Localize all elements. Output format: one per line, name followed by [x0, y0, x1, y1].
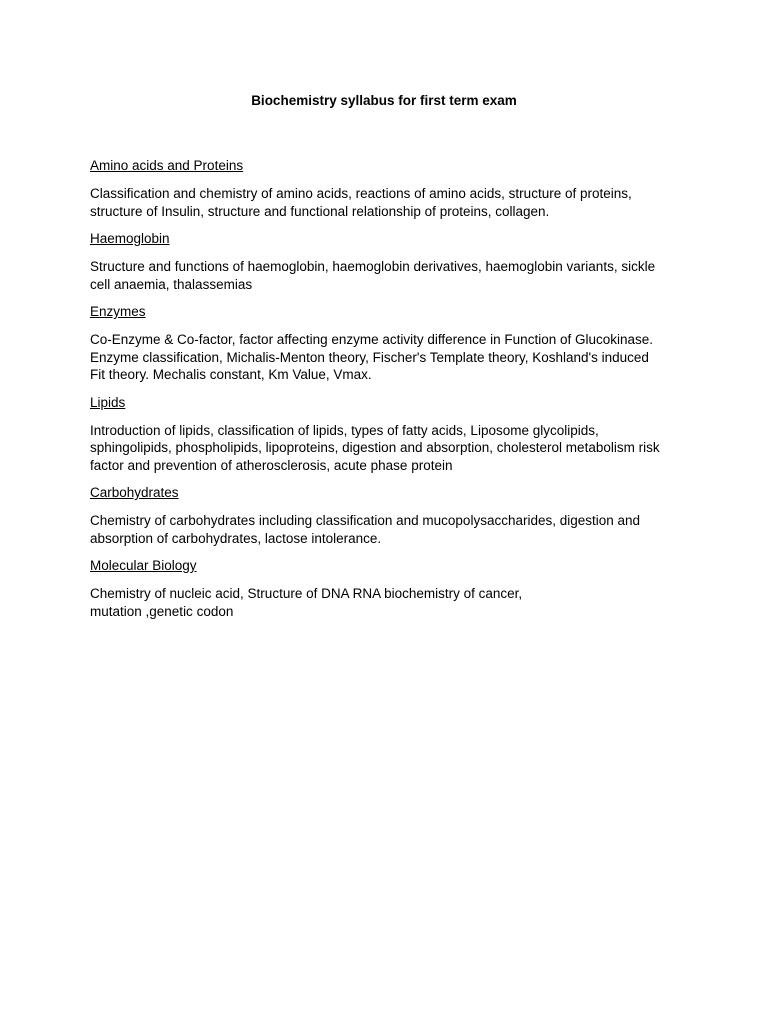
section-haemoglobin — [90, 230, 690, 293]
section-body: Classification and chemistry of amino acids, reactions of amino acids, structure of proteins, structure of Insulin, structure and functional relationship of proteins, collagen. — [90, 186, 632, 219]
section-body: Chemistry of nucleic acid, Structure of DNA RNA biochemistry of cancer, mutation ,genetic codon — [90, 586, 523, 619]
document-title: Biochemistry syllabus for first term exam — [251, 93, 517, 108]
section-heading: Amino acids and Proteins — [90, 158, 244, 173]
section-lipids — [90, 394, 690, 475]
section-amino-acids — [90, 157, 690, 220]
section-body: Structure and functions of haemoglobin, haemoglobin derivatives, haemoglobin variants, sickle cell anaemia, thalassemias — [90, 259, 656, 292]
section-molecular-biology — [90, 557, 690, 620]
section-heading: Enzymes — [90, 304, 146, 319]
document-page — [90, 92, 690, 630]
section-heading: Carbohydrates — [90, 485, 179, 500]
section-carbohydrates — [90, 484, 690, 547]
section-body: Chemistry of carbohydrates including classification and mucopolysaccharides, digestion and absorption of carbohydrates, lactose intolerance. — [90, 513, 641, 546]
section-body: Co-Enzyme & Co-factor, factor affecting enzyme activity difference in Function of Glucokinase. Enzyme classification, Michalis-Menton theory, Fischer's Template theory, Koshland's induced Fit theory. Mechalis constant, Km Value, Vmax. — [90, 332, 654, 382]
section-heading: Lipids — [90, 394, 126, 410]
section-enzymes — [90, 303, 690, 384]
section-heading: Molecular Biology — [90, 558, 197, 573]
section-heading: Haemoglobin — [90, 231, 170, 246]
section-body: Introduction of lipids, classification of lipids, types of fatty acids, Liposome glycolipids, sphingolipids, phospholipids, lipoproteins, digestion and absorption, cholesterol metabolism risk factor and prevention of atherosclerosis, acute phase protein — [90, 422, 660, 473]
